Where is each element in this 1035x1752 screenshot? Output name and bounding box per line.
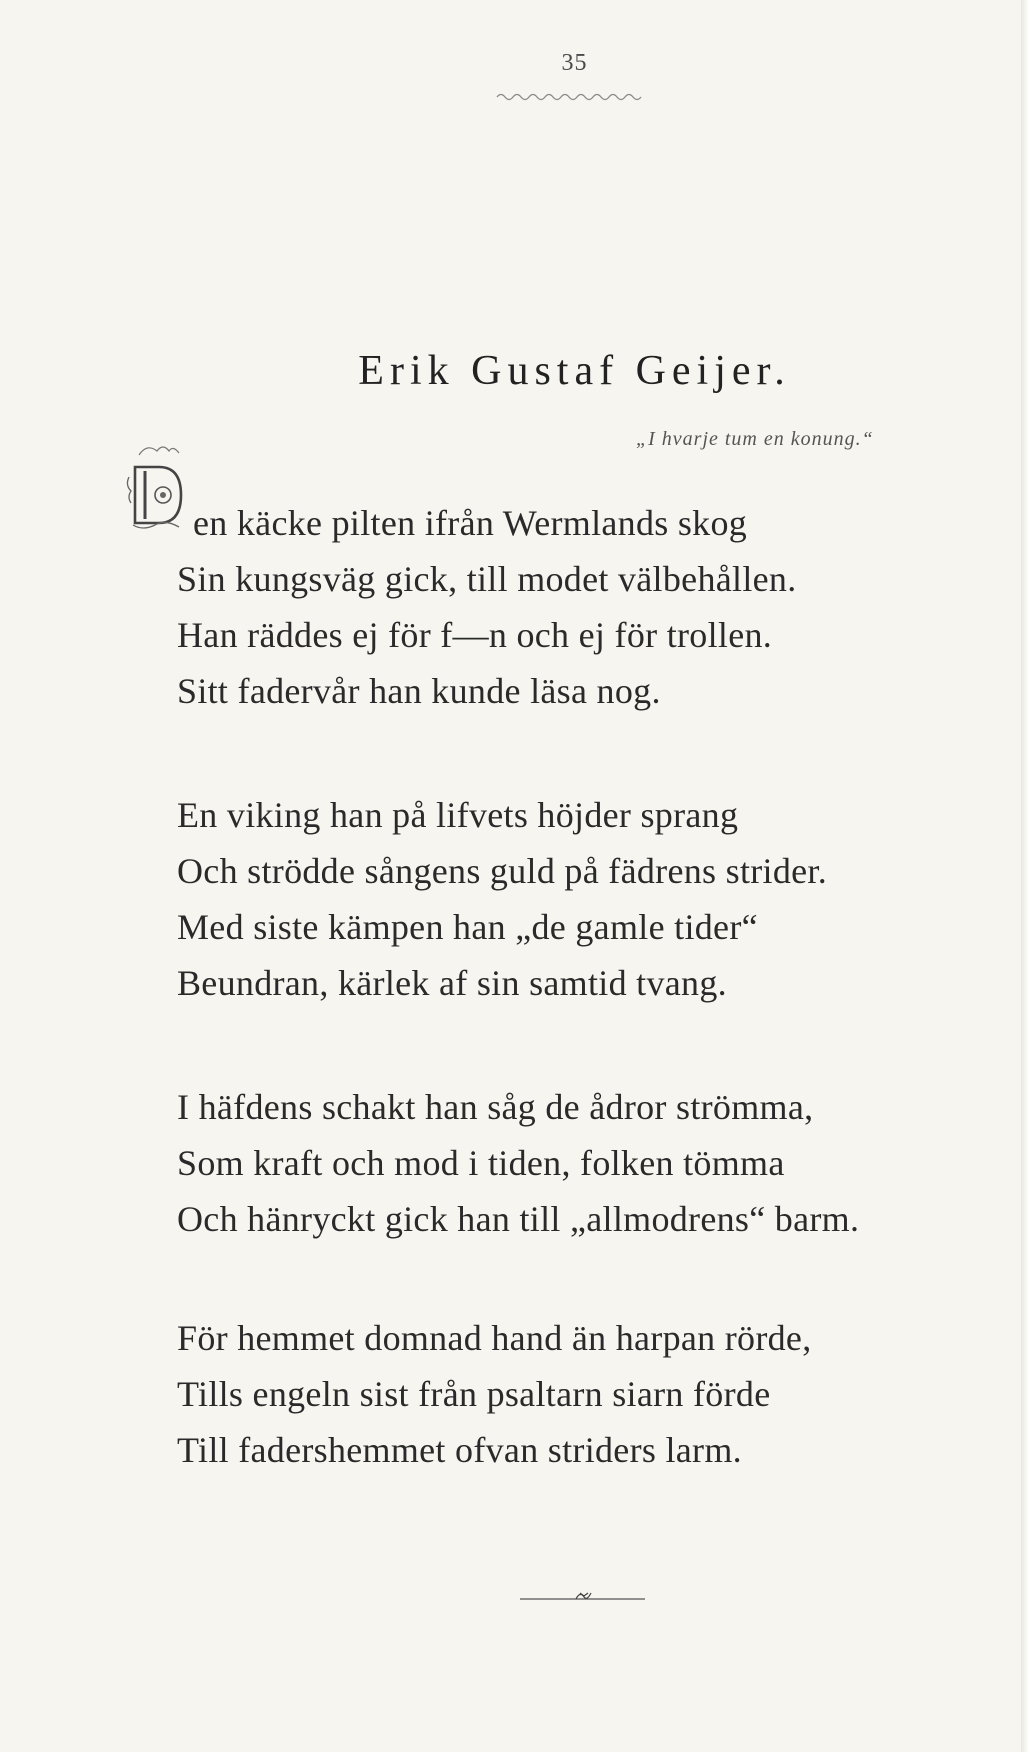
end-ornament-icon <box>520 1590 645 1604</box>
poem-line: Tills engeln sist från psaltarn siarn förde <box>177 1374 771 1414</box>
poem-line: Han räddes ej för f—n och ej för trollen. <box>177 615 773 655</box>
stanza <box>177 1079 859 1247</box>
stanza <box>177 495 797 719</box>
poem-line: Och hänryckt gick han till „allmodrens“ barm. <box>177 1199 860 1239</box>
poem-title: Erik Gustaf Geijer. <box>358 348 791 394</box>
poem-line: En viking han på lifvets höjder sprang <box>177 795 739 835</box>
poem-line: I häfdens schakt han såg de ådror strömma, <box>177 1087 814 1127</box>
stanza <box>177 1310 812 1478</box>
poem-line: Sitt fadervår han kunde läsa nog. <box>177 671 661 711</box>
poem-line: Till fadershemmet ofvan striders larm. <box>177 1430 742 1470</box>
poem-line: Och strödde sångens guld på fädrens strider. <box>177 851 828 891</box>
wavy-ornament-icon <box>495 90 645 104</box>
poem-line: Beundran, kärlek af sin samtid tvang. <box>177 963 727 1003</box>
poem-line: Som kraft och mod i tiden, folken tömma <box>177 1143 785 1183</box>
page-number: 35 <box>561 50 588 76</box>
stanza <box>177 787 827 1011</box>
epigraph: „I hvarje tum en konung.“ <box>636 428 874 450</box>
poem-line: Sin kungsväg gick, till modet välbehållen. <box>177 559 797 599</box>
page-edge <box>1021 0 1029 1752</box>
poem-line: Med siste kämpen han „de gamle tider“ <box>177 907 758 947</box>
poem-line: För hemmet domnad hand än harpan rörde, <box>177 1318 812 1358</box>
poem-line: en käcke pilten ifrån Wermlands skog <box>193 503 748 543</box>
